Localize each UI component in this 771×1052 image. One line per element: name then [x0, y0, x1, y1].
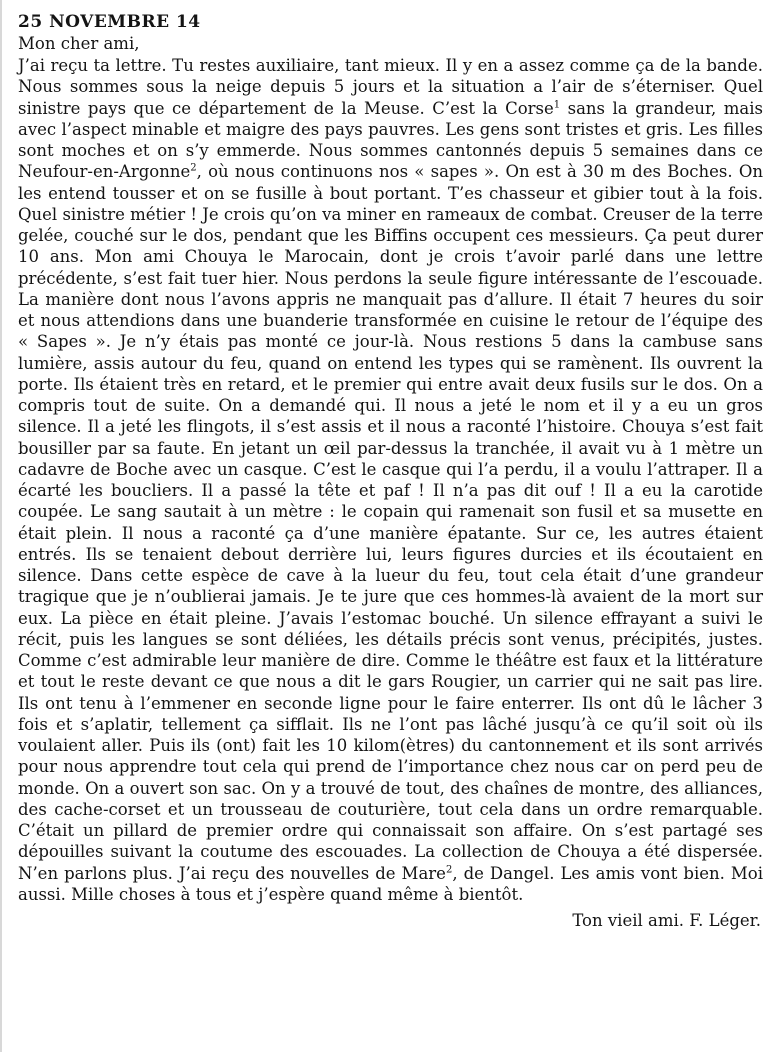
page-edge — [0, 0, 2, 1052]
letter-date: 25 NOVEMBRE 14 — [18, 12, 201, 32]
body-text: J’ai reçu ta lettre. Tu restes auxiliaire, tant mieux. Il y en a assez comme ça de la bande. Nous sommes sous la neige depuis 5 jours et la situation a l’air de s’éterniser. Quel sinistre pays que ce département de la Meuse. C’est la Corse — [18, 56, 763, 118]
letter-body — [18, 55, 763, 905]
footnote-marker: 2 — [190, 162, 197, 174]
body-text: , de Dangel. Les amis vont bien. Moi aussi. Mille choses à tous et j’espère quand même à bientôt. — [18, 863, 763, 904]
letter-page — [18, 12, 763, 931]
letter-signature: Ton vieil ami. F. Léger. — [572, 911, 761, 930]
body-text: sans la grandeur, mais avec l’aspect minable et maigre des pays pauvres. Les gens sont tristes et gris. Les filles sont moches et on s’y emmerde. Nous sommes cantonnés depuis 5 semaines dans ce Neufour-en-Argonne — [18, 98, 763, 182]
footnote-marker: 1 — [553, 99, 561, 110]
letter-salutation: Mon cher ami, — [18, 34, 140, 53]
footnote-marker: 2 — [445, 864, 453, 875]
body-text: , où nous continuons nos « sapes ». On est à 30 m des Boches. On les entend tousser et on se fusille à bout portant. T’es chasseur et gibier tout à la fois. Quel sinistre métier ! Je crois qu’on va miner en rameaux de combat. Creuser de la terre gelée, couché sur le dos, pendant que les Biffins occupent ces messieurs. Ça peut durer 10 ans. Mon ami Chouya le Marocain, dont je crois t’avoir parlé dans une lettre précédente, s’est fait tuer hier. Nous perdons la seule figure intéressante de l’escouade. La manière dont nous l’avons appris ne manquait pas d’allure. Il était 7 heures du soir et nous attendions dans une buanderie transformée en cuisine le retour de l’équipe des « Sapes ». Je n’y étais pas monté ce jour-là. Nous restions 5 dans la cambuse sans lumière, assis autour du feu, quand on entend les types qui se ramènent. Ils ouvrent la porte. Ils étaient très en retard, et le premier qui entre avait deux fusils sur le dos. On a compris tout de suite. On a demandé qui. Il nous a jeté le nom et il y a eu un gros silence. Il a jeté les flingots, il s’est assis et il nous a raconté l’histoire. Chouya s’est fait bousiller par sa faute. En jetant un œil par-dessus la tranchée, il avait vu à 1 mètre un cadavre de Boche avec un casque. C’est le casque qui l’a perdu, il a voulu l’attraper. Il a écarté les boucliers. Il a passé la tête et paf ! Il n’a pas dit ouf ! Il a eu la carotide coupée. Le sang sautait à un mètre : le copain qui ramenait son fusil et sa musette en était plein. Il nous a raconté ça d’une manière épatante. Sur ce, les autres étaient entrés. Ils se tenaient debout derrière lui, leurs figures durcies et ils écoutaient en silence. Dans cette espèce de cave à la lueur du feu, tout cela était d’une grandeur tragique que je n’oublierai jamais. Je te jure que ces hommes-là avaient de la mort sur eux. La pièce en était pleine. J’avais l’estomac bouché. Un silence effrayant a suivi le récit, puis les langues se sont déliées, les détails précis sont venus, précipités, justes. Comme c’est admirable leur manière de dire. Comme le théâtre est faux et la littérature et tout le reste devant ce que nous a dit le gars Rougier, un carrier qui ne sait pas lire. Ils ont tenu à l’emmener en seconde ligne pour le faire enterrer. Ils ont dû le lâcher 3 fois et s’aplatir, tellement ça sifflait. Ils ne l’ont pas lâché jusqu’à ce qu’il soit où ils voulaient aller. Puis ils (ont) fait les 10 kilom(ètres) du cantonnement et ils sont arrivés pour nous apprendre tout cela qui prend de l’importance chez nous car on perd peu de monde. On a ouvert son sac. On y a trouvé de tout, des chaînes de montre, des alliances, des cache-corset et un trousseau de couturière, tout cela dans un ordre remarquable. C’était un pillard de premier ordre qui connaissait son affaire. On s’est partagé ses dépouilles suivant la coutume des escouades. La collection de Chouya a été dispersée. N’en parlons plus. J’ai reçu des nouvelles de Mare — [18, 162, 763, 883]
